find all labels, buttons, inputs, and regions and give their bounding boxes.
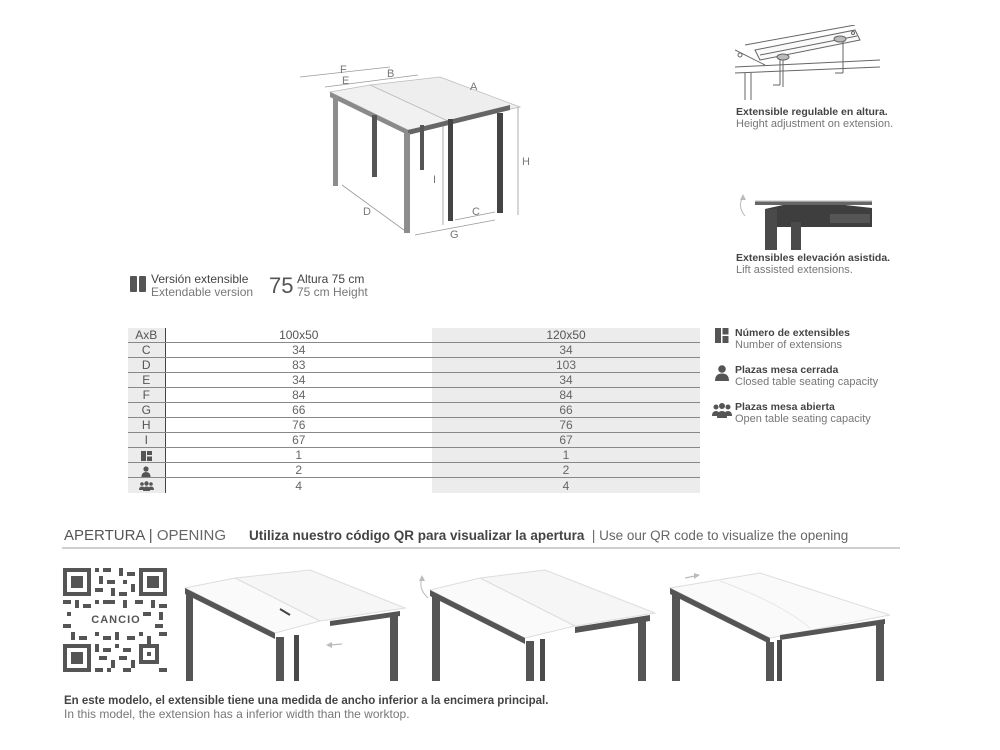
cell: 1 (165, 448, 432, 463)
cell: 66 (165, 403, 432, 418)
opening-step-2-illustration (410, 563, 660, 681)
cell: 84 (165, 388, 432, 403)
row-label: G (128, 403, 165, 418)
row-label: I (128, 433, 165, 448)
table-row (128, 373, 700, 388)
opening-heading: APERTURA | OPENING (64, 527, 227, 544)
height-title-es: Altura 75 cm (297, 272, 365, 286)
table-header-row (128, 328, 700, 343)
extendable-version-icon (130, 276, 146, 292)
feature-height-adjustment: Extensible regulable en altura. Height adjustment on extension. (736, 106, 894, 130)
cell: 66 (432, 403, 700, 418)
cell: 34 (165, 343, 432, 358)
lift-assisted-illustration (735, 192, 880, 250)
svg-text:F: F (340, 64, 347, 76)
header-100x50: 100x50 (165, 328, 432, 343)
row-label: E (128, 373, 165, 388)
header-axb: AxB (128, 328, 165, 343)
opening-step-3-illustration (660, 563, 900, 681)
version-title-en: Extendable version (151, 285, 254, 299)
cell: 76 (432, 418, 700, 433)
table-row (128, 478, 700, 493)
cell: 4 (432, 478, 700, 493)
cell: 67 (165, 433, 432, 448)
svg-text:G: G (450, 229, 459, 241)
extensions-icon (712, 328, 732, 344)
cell: 83 (165, 358, 432, 373)
header-120x50: 120x50 (432, 328, 700, 343)
feature-lift-assisted: Extensibles elevación asistida. Lift assisted extensions. (736, 252, 891, 276)
svg-text:A: A (470, 81, 478, 93)
cell: 34 (165, 373, 432, 388)
table-row (128, 433, 700, 448)
svg-text:E: E (342, 75, 350, 87)
opening-description: Utiliza nuestro código QR para visualizar la apertura | Use our QR code to visualize the opening (249, 528, 849, 543)
table-dimension-diagram (290, 55, 540, 245)
table-row (128, 358, 700, 373)
section-divider (62, 547, 900, 549)
cell: 103 (432, 358, 700, 373)
svg-text:B: B (387, 68, 395, 80)
cell: 1 (432, 448, 700, 463)
person-icon (712, 365, 732, 381)
table-row (128, 418, 700, 433)
opening-title: APERTURA (64, 527, 145, 544)
svg-text:C: C (472, 206, 480, 218)
cell: 76 (165, 418, 432, 433)
height-adjustment-illustration (735, 25, 880, 100)
opening-subtitle: OPENING (156, 527, 227, 544)
table-row (128, 388, 700, 403)
row-label: H (128, 418, 165, 433)
group-icon (712, 402, 732, 418)
row-label: F (128, 388, 165, 403)
table-row (128, 403, 700, 418)
height-value: 75 (269, 273, 294, 298)
cell: 2 (432, 463, 700, 478)
dimensions-table (128, 328, 700, 493)
svg-text:I: I (433, 174, 437, 186)
cell: 84 (432, 388, 700, 403)
table-row (128, 448, 700, 463)
row-label: D (128, 358, 165, 373)
version-title-es: Versión extensible (151, 272, 249, 286)
extensions-icon (141, 451, 152, 461)
cell: 34 (432, 373, 700, 388)
svg-text:D: D (363, 206, 371, 218)
svg-text:H: H (522, 156, 530, 168)
group-icon (139, 481, 154, 491)
height-title-en: 75 cm Height (297, 285, 368, 299)
model-note: En este modelo, el extensible tiene una medida de ancho inferior a la encimera principal. In this model, the extension has a inferior width than the worktop. (64, 695, 549, 721)
cell: 67 (432, 433, 700, 448)
cell: 4 (165, 478, 432, 493)
extendable-version-label (151, 273, 253, 299)
person-icon (141, 466, 151, 477)
qr-brand-label: CANCIO (89, 612, 143, 628)
opening-step-1-illustration (180, 563, 410, 681)
row-label: C (128, 343, 165, 358)
table-row (128, 463, 700, 478)
height-label (297, 273, 368, 299)
table-row (128, 343, 700, 358)
cell: 2 (165, 463, 432, 478)
cell: 34 (432, 343, 700, 358)
